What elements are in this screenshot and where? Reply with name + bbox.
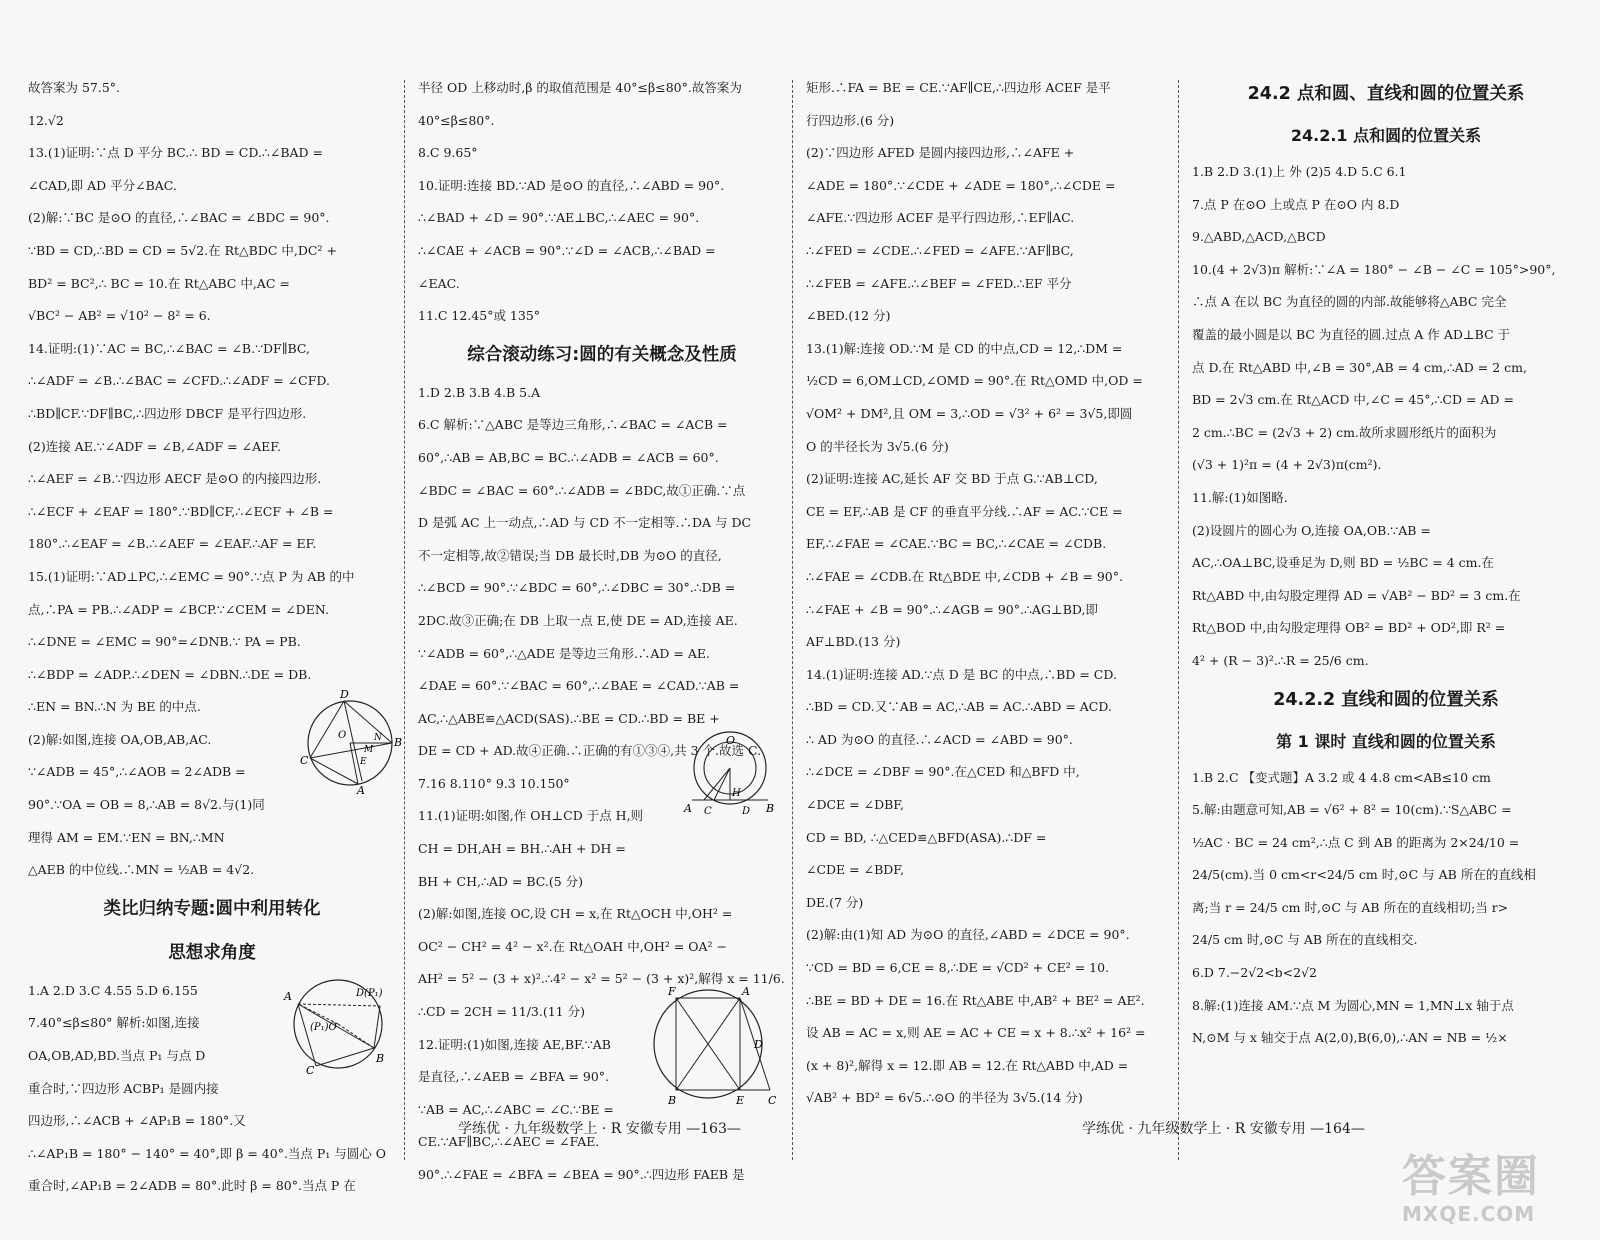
answer-line: (2)设圆片的圆心为 O,连接 OA,OB.∵AB = [1192,522,1431,538]
subsection-heading: 24.2.1 点和圆的位置关系 [1290,126,1482,145]
subsection-heading: 第 1 课时 直线和圆的位置关系 [1276,731,1496,751]
answer-line: (2)解:如图,连接 OC,设 CH = x,在 Rt△OCH 中,OH² = [418,906,733,922]
answer-line: CH = DH,AH = BH.∴AH + DH = [418,841,626,857]
answer-line: ∴BD = CD.又∵AB = AC,∴AB = AC.∴ABD = ACD. [806,699,1112,715]
section-heading: 24.2.2 直线和圆的位置关系 [1273,689,1499,710]
figure-label: D [742,806,751,817]
answer-line: △AEB 的中位线.∴MN = ½AB = 4√2. [28,862,255,878]
answer-line: 12.√2 [28,112,64,128]
answer-line: (√3 + 1)²π = (4 + 2√3)π(cm²). [1192,457,1382,473]
answer-line: 离;当 r = 24/5 cm 时,⊙C 与 AB 所在的直线相切;当 r> [1192,899,1509,915]
answer-line: 11.(1)证明:如图,作 OH⊥CD 于点 H,则 [418,808,644,824]
answer-line: 9.△ABD,△ACD,△BCD [1192,229,1326,245]
answer-line: ∴∠DNE = ∠EMC = 90°=∠DNB.∵ PA = PB. [28,634,301,650]
answer-line: 矩形.∴FA = BE = CE.∵AF∥CE,∴四边形 ACEF 是平 [806,80,1111,95]
answer-line: 6.D 7.−2√2<b<2√2 [1192,965,1318,981]
answer-line: 180°.∴∠EAF = ∠B.∴∠AEF = ∠EAF.∴AF = EF. [28,536,317,552]
answer-line: ½CD = 6,OM⊥CD,∠OMD = 90°.在 Rt△OMD 中,OD = [806,373,1143,389]
answer-line: 7.16 8.110° 9.3 10.150° [418,775,570,791]
answer-line: N,⊙M 与 x 轴交于点 A(2,0),B(6,0),∴AN = NB = ½× [1192,1030,1508,1046]
column-divider [404,80,405,1160]
answer-line: 11.C 12.45°或 135° [418,308,541,324]
answer-line: CD = BD, ∴△CED≌△BFD(ASA).∴DF = [806,829,1047,845]
answer-line: ∴∠BCD = 90°.∵∠BDC = 60°,∴∠DBC = 30°.∴DB = [418,580,736,596]
answer-column-4 [1192,72,1580,1142]
answer-line: 7.点 P 在⊙O 上或点 P 在⊙O 内 8.D [1192,196,1400,212]
answer-line: (2)解:如图,连接 OA,OB,AB,AC. [28,731,212,747]
answer-line: √OM² + DM²,且 OM = 3,∴OD = √3² + 6² = 3√5,即圆 [806,405,1133,421]
answer-line: 不一定相等,故②错误;当 DB 最长时,DB 为⊙O 的直径, [418,547,722,563]
watermark-text: 答案圈 [1402,1151,1540,1202]
answer-line: 覆盖的最小圆是以 BC 为直径的圆.过点 A 作 AD⊥BC 于 [1192,326,1511,342]
answer-line: ∴CD = 2CH = 11/3.(11 分) [418,1004,585,1020]
answer-line: ∠ADE = 180°.∵∠CDE + ∠ADE = 180°,∴∠CDE = [806,177,1116,193]
answer-line: AC,∴OA⊥BC,设垂足为 D,则 BD = ½BC = 4 cm.在 [1192,555,1495,571]
answer-line: ∴∠AEF = ∠B.∵四边形 AECF 是⊙O 的内接四边形. [28,471,322,487]
figure-label: A [357,784,365,797]
figure-label: A [684,802,692,815]
figure-label: H [732,788,741,799]
column-divider [792,80,793,1160]
answer-line: 重合时,∵四边形 ACBP₁ 是圆内接 [28,1080,219,1096]
answer-line: 15.(1)证明:∵AD⊥PC,∴∠EMC = 90°.∵点 P 为 AB 的中 [28,568,355,584]
figure-label: O [726,734,736,747]
answer-line: BH + CH,∴AD = BC.(5 分) [418,873,584,889]
figure-label: N [374,733,382,743]
answer-line: ∴∠FAE + ∠B = 90°.∴∠AGB = 90°.∴AG⊥BD,即 [806,601,1098,617]
answer-line: 1.D 2.B 3.B 4.B 5.A [418,384,541,400]
answer-line: 4² + (R − 3)².∴R = 25/6 cm. [1192,652,1369,668]
answer-line: AH² = 5² − (3 + x)².∴4² − x² = 5² − (3 + x)²,解得 x = 11/6. [418,971,785,987]
figure-label: E [360,757,367,767]
section-heading: 24.2 点和圆、直线和圆的位置关系 [1247,84,1525,104]
answer-line: BD² = BC²,∴ BC = 10.在 Rt△ABC 中,AC = [28,275,290,291]
answer-line: 点 D.在 Rt△ABD 中,∠B = 30°,AB = 4 cm,∴AD = 2 cm, [1192,359,1527,375]
answer-column-2 [418,72,786,1182]
page-footer-164: 学练优 · 九年级数学上 · R 安徽专用 —164— [1082,1121,1365,1137]
figure-label: D [754,1038,763,1051]
answer-line: 13.(1)证明:∵点 D 平分 BC.∴ BD = CD.∴∠BAD = [28,145,324,161]
answer-line: 10.(4 + 2√3)π 解析:∵∠A = 180° − ∠B − ∠C = 105°>90°, [1192,261,1556,277]
column-divider [1178,80,1179,1160]
figure-label: C [704,806,712,817]
page-footer-163: 学练优 · 九年级数学上 · R 安徽专用 —163— [458,1121,741,1137]
answer-line: √BC² − AB² = √10² − 8² = 6. [28,308,211,324]
answer-line: AF⊥BD.(13 分) [806,634,901,650]
answer-line: ∠DAE = 60°.∵∠BAC = 60°,∴∠BAE = ∠CAD.∵AB = [418,678,740,694]
answer-line: ∴∠AP₁B = 180° − 140° = 40°,即 β = 40°.当点 P₁ 与圆心 O [28,1145,387,1161]
answer-line: CE = EF,∴AB 是 CF 的垂直平分线.∴AF = AC.∵CE = [806,503,1123,519]
answer-line: O 的半径长为 3√5.(6 分) [806,438,949,454]
answer-line: ½AC · BC = 24 cm²,∴点 C 到 AB 的距离为 2×24/10 = [1192,834,1520,850]
answer-line: 故答案为 57.5°. [28,80,121,95]
figure-label: C [306,1064,315,1077]
answer-line: 6.C 解析:∵△ABC 是等边三角形,∴∠BAC = ∠ACB = [418,417,728,433]
answer-line: (2)解:由(1)知 AD 为⊙O 的直径,∠ABD = ∠DCE = 90°. [806,927,1130,943]
answer-line: 10.证明:连接 BD.∵AD 是⊙O 的直径,∴∠ABD = 90°. [418,177,725,193]
answer-line: DE = CD + AD.故④正确.∴正确的有①③④,共 3 个.故选 C. [418,743,762,759]
figure-label: O [338,730,347,741]
answer-line: ∴∠DCE = ∠DBF = 90°.在△CED 和△BFD 中, [806,764,1080,780]
section-heading: 综合滚动练习:圆的有关概念及性质 [467,344,737,365]
answer-line: 90°.∵OA = OB = 8,∴AB = 8√2.与(1)同 [28,797,265,813]
figure-circle-q11 [684,730,776,816]
answer-line: 24/5 cm 时,⊙C 与 AB 所在的直线相交. [1192,932,1418,948]
answer-line: ∴∠ADF = ∠B.∴∠BAC = ∠CFD.∴∠ADF = ∠CFD. [28,373,330,389]
answer-line: ∠DCE = ∠DBF, [806,797,904,813]
answer-line: 12.证明:(1)如图,连接 AE,BF.∵AB [418,1036,611,1052]
answer-line: ∠AFE.∵四边形 ACEF 是平行四边形,∴EF∥AC. [806,210,1075,226]
answer-line: ∴∠CAE + ∠ACB = 90°.∵∠D = ∠ACB,∴∠BAD = [418,242,716,258]
answer-line: ∴∠FED = ∠CDE.∴∠FED = ∠AFE.∵AF∥BC, [806,242,1074,258]
answer-line: ∴ AD 为⊙O 的直径.∴∠ACD = ∠ABD = 90°. [806,731,1073,747]
answer-line: CE.∵AF∥BC,∴∠AEC = ∠FAE. [418,1134,600,1150]
answer-line: 1.B 2.C 【变式题】A 3.2 或 4 4.8 cm<AB≤10 cm [1192,769,1491,785]
figure-label: A [742,985,750,998]
answer-line: EF,∴∠FAE = ∠CAE.∵BC = BC,∴∠CAE = ∠CDB. [806,536,1107,552]
figure-label: B [376,1052,385,1065]
watermark-url: MXQE.COM [1402,1202,1536,1226]
answer-line: ∴BD∥CF.∵DF∥BC,∴四边形 DBCF 是平行四边形. [28,405,307,421]
answer-line: ∴∠ECF + ∠EAF = 180°.∵BD∥CF,∴∠ECF + ∠B = [28,503,334,519]
answer-line: Rt△BOD 中,由勾股定理得 OB² = BD² + OD²,即 R² = [1192,620,1506,636]
answer-line: 13.(1)解:连接 OD.∵M 是 CD 的中点,CD = 12,∴DM = [806,340,1123,356]
answer-line: √AB² + BD² = 6√5.∴⊙O 的半径为 3√5.(14 分) [806,1090,1083,1106]
answer-line: 点,∴PA = PB.∴∠ADP = ∠BCP.∵∠CEM = ∠DEN. [28,601,329,617]
answer-line: ∠BED.(12 分) [806,308,891,324]
answer-line: ∵∠ADB = 45°,∴∠AOB = 2∠ADB = [28,764,246,780]
answer-line: (2)解:∵BC 是⊙O 的直径,∴∠BAC = ∠BDC = 90°. [28,210,330,226]
figure-label: M [364,745,374,755]
answer-line: ∵CD = BD = 6,CE = 8,∴DE = √CD² + CE² = 10. [806,960,1110,976]
answer-line: ∵AB = AC,∴∠ABC = ∠C.∵BE = [418,1101,614,1117]
figure-label: B [766,802,775,815]
answer-line: 8.解:(1)连接 AM.∵点 M 为圆心,MN = 1,MN⊥x 轴于点 [1192,997,1514,1013]
answer-line: 2DC.故③正确;在 DB 上取一点 E,使 DE = AD,连接 AE. [418,612,738,628]
answer-line: 8.C 9.65° [418,145,478,161]
answer-line: ∴∠BAD + ∠D = 90°.∵AE⊥BC,∴∠AEC = 90°. [418,210,700,226]
answer-line: 90°.∴∠FAE = ∠BFA = ∠BEA = 90°.∴四边形 FAEB 是 [418,1167,745,1182]
answer-line: ∴点 A 在以 BC 为直径的圆的内部.故能够将△ABC 完全 [1192,294,1507,310]
answer-line: (x + 8)²,解得 x = 12.即 AB = 12.在 Rt△ABD 中,AD = [806,1057,1129,1073]
answer-line: 11.解:(1)如图略. [1192,489,1288,505]
answer-line: ∴BE = BD + DE = 16.在 Rt△ABE 中,AB² + BE² = AE². [806,992,1145,1008]
figure-label: D(P₁) [356,988,383,999]
answer-line: DE.(7 分) [806,894,864,910]
figure-circle-q15 [300,688,404,797]
answer-line: 理得 AM = EM.∵EN = BN,∴MN [28,829,225,845]
answer-line: 14.(1)证明:连接 AD.∵点 D 是 BC 的中点,∴BD = CD. [806,666,1117,682]
figure-label: F [668,985,676,998]
figure-label: E [736,1094,745,1107]
answer-line: 行四边形.(6 分) [806,112,895,128]
answer-line: ∠CAD,即 AD 平分∠BAC. [28,177,177,193]
watermark-logo [1402,1152,1588,1236]
figure-label: C [300,754,309,767]
figure-label: A [284,990,292,1003]
figure-circle-q7 [280,968,404,1077]
answer-line: ∵BD = CD,∴BD = CD = 5√2.在 Rt△BDC 中,DC² + [28,242,337,258]
answer-line: AC,∴△ABE≌△ACD(SAS).∴BE = CD.∴BD = BE + [418,710,720,726]
answer-line: 7.40°≤β≤80° 解析:如图,连接 [28,1015,200,1031]
answer-line: ∴∠FEB = ∠AFE.∴∠BEF = ∠FED.∴EF 平分 [806,275,1072,291]
answer-line: BD = 2√3 cm.在 Rt△ACD 中,∠C = 45°,∴CD = AD = [1192,392,1514,408]
answer-line: 14.证明:(1)∵AC = BC,∴∠BAC = ∠B.∵DF∥BC, [28,340,311,356]
section-heading: 类比归纳专题:圆中利用转化 [103,898,321,919]
answer-line: 是直径,∴∠AEB = ∠BFA = 90°. [418,1069,610,1085]
answer-line: ∵∠ADB = 60°,∴△ADE 是等边三角形.∴AD = AE. [418,645,710,661]
answer-line: 1.A 2.D 3.C 4.55 5.D 6.155 [28,982,198,998]
figure-label: B [394,736,403,749]
answer-line: 四边形,∴∠ACB + ∠AP₁B = 180°.又 [28,1113,246,1129]
answer-line: 1.B 2.D 3.(1)上 外 (2)5 4.D 5.C 6.1 [1192,164,1407,179]
answer-line: OA,OB,AD,BD.当点 P₁ 与点 D [28,1048,206,1064]
figure-label: D [340,688,349,701]
figure-label: C [768,1094,777,1107]
answer-line: (2)证明:连接 AC,延长 AF 交 BD 于点 G.∵AB⊥CD, [806,471,1098,487]
answer-column-3 [806,72,1174,1142]
figure-label: (P₁)O [310,1022,337,1033]
answer-line: ∠CDE = ∠BDF, [806,862,904,878]
answer-line: OC² − CH² = 4² − x².在 Rt△OAH 中,OH² = OA² − [418,938,728,954]
answer-line: D 是弧 AC 上一动点,∴AD 与 CD 不一定相等.∴DA 与 DC [418,515,752,531]
section-heading: 思想求角度 [168,942,256,963]
answer-line: 40°≤β≤80°. [418,112,495,128]
figure-label: B [668,1094,677,1107]
answer-line: 2 cm.∴BC = (2√3 + 2) cm.故所求圆形纸片的面积为 [1192,424,1497,440]
answer-line: ∴∠FAE = ∠CDB.在 Rt△BDE 中,∠CDB + ∠B = 90°. [806,568,1123,584]
answer-line: 5.解:由题意可知,AB = √6² + 8² = 10(cm).∵S△ABC = [1192,802,1512,818]
answer-line: ∴EN = BN.∴N 为 BE 的中点. [28,699,201,715]
answer-line: 半径 OD 上移动时,β 的取值范围是 40°≤β≤80°.故答案为 [418,80,742,95]
answer-line: ∴∠BDP = ∠ADP.∴∠DEN = ∠DBN.∴DE = DB. [28,666,312,682]
answer-line: (2)连接 AE.∵∠ADF = ∠B,∠ADF = ∠AEF. [28,438,281,454]
answer-line: (2)∵四边形 AFED 是圆内接四边形,∴∠AFE + [806,145,1075,161]
answer-line: ∠BDC = ∠BAC = 60°.∴∠ADB = ∠BDC,故①正确.∵点 [418,482,746,498]
answer-line: 60°,∴AB = AB,BC = BC.∴∠ADB = ∠ACB = 60°. [418,449,719,465]
answer-line: 24/5(cm).当 0 cm<r<24/5 cm 时,⊙C 与 AB 所在的直线相 [1192,867,1536,883]
answer-line: 设 AB = AC = x,则 AE = AC + CE = x + 8.∴x² + 16² = [806,1025,1146,1041]
answer-line: Rt△ABD 中,由勾股定理得 AD = √AB² − BD² = 3 cm.在 [1192,587,1521,603]
figure-circle-q12 [642,984,780,1108]
answer-line: ∠EAC. [418,275,460,291]
answer-line: 重合时,∠AP₁B = 2∠ADB = 80°.此时 β = 80°.当点 P 在 [28,1178,356,1194]
